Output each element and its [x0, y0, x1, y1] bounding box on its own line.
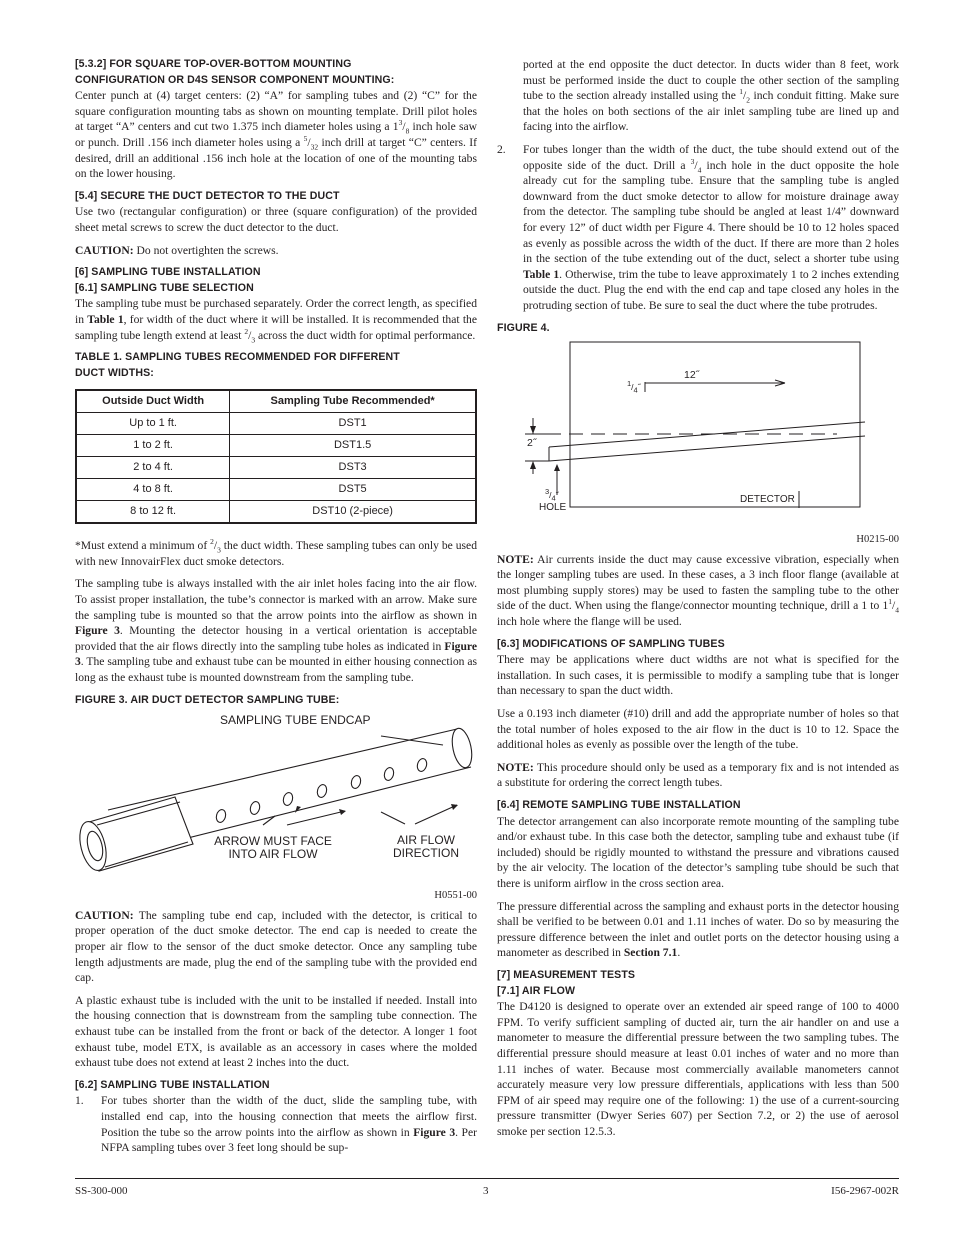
- arrow-label: [208, 835, 338, 861]
- heading-6-4: [6.4] REMOTE SAMPLING TUBE INSTALLATION: [497, 799, 741, 811]
- table-header: Outside Duct Width: [76, 390, 230, 413]
- table-header-row: [76, 390, 476, 413]
- table-row: [76, 501, 476, 524]
- table-cell: DST1: [230, 413, 476, 435]
- table-ref: Table 1: [523, 267, 560, 281]
- text: inch conduit fitting. Make sure that the holes on both sections of the air inlet sampling tube are lined up and facing into the airflow.: [523, 89, 899, 134]
- text: *Must extend a minimum of: [75, 539, 211, 553]
- figure-4-id: H0215-00: [856, 534, 899, 546]
- text: This procedure should only be used as a temporary fix and is not intended as a substitute for ordering the correct length tubes.: [497, 760, 899, 790]
- text: Center punch at (4) target centers: (2) “A” for sampling tubes and (2) “C” for the square configuration mounting tabs as shown on mounting template. Drill pilot holes at target “A” centers and cut two 1.375 inch diameter holes using a 1: [75, 89, 477, 134]
- note-label: NOTE:: [497, 760, 534, 774]
- heading-7: [7] MEASUREMENT TESTS: [497, 968, 636, 981]
- caution-label: CAUTION:: [75, 908, 134, 922]
- section-ref: Section 7.1: [623, 946, 678, 960]
- heading-6-3: [6.3] MODIFICATIONS OF SAMPLING TUBES: [497, 637, 725, 650]
- hole-label: HOLE: [539, 502, 567, 514]
- sampling-tube-table: [75, 389, 477, 524]
- text: The pressure differential across the sampling and exhaust ports in the detector housing shall be verified to be between 0.01 and 1.11 inches of water. Do so by measuring the pressure difference between the inlet and outlet ports on the detector housing using a manometer as described in: [497, 899, 899, 960]
- figure-3-id: H0551-00: [434, 890, 477, 902]
- figure-ref: Figure 3: [75, 624, 120, 638]
- table-row: [76, 457, 476, 479]
- caution-label: CAUTION:: [75, 243, 134, 257]
- table-cell: DST5: [230, 479, 476, 501]
- arrow-head: [451, 804, 458, 810]
- paragraph-6-1: The sampling tube must be purchased separately. Order the correct length, as specified in Table 1, for width of the duct where it will be installed. It is recommended that the sampling tube length extend at least $^2/_3$ across the duct width for optimal performance.: [75, 297, 477, 344]
- endcap-label: SAMPLING TUBE ENDCAP: [220, 713, 371, 728]
- left-column: [75, 57, 477, 1163]
- paragraph-7-1: The D4120 is designed to operate over an extended air speed range of 100 to 4000 FPM. To verify sufficient sampling of ducted air, turn the air handler on and use a manometer to measure the differential pressure between the two sampling tubes. The differential pressure should measure at least 0.01 inches of water and no more than 1.11 inches of water. Because most commercially available manometers cannot accurately measure very low pressure differentials, applications with less than 500 FPM of air speed may require one of the following: 1) the use of a current-sourcing pressure transmitter (Dwyer Series 607) per Section 7.2, or 2) the use of aerosol smoke per section 12.5.3.: [497, 1000, 899, 1138]
- heading-6: [6] SAMPLING TUBE INSTALLATION: [75, 266, 261, 279]
- page-number: 3: [483, 1185, 489, 1197]
- text: For tubes shorter than the width of the duct, slide the sampling tube, with installed end cap, into the housing connection that meets the airflow first. Position the tube so the arrow points into the airflow as shown in: [101, 1094, 477, 1139]
- paragraph-6-3-2: Use a 0.193 inch diameter (#10) drill and add the appropriate number of holes so that the total number of holes exposed to the air flow in the duct is 10 to 12. Space the additional holes as evenly as possible over the length of the tube.: [497, 707, 899, 752]
- text: For tubes longer than the width of the duct, the tube should extend out of the opposite side of the duct. Drill a: [523, 142, 899, 172]
- table-footnote: *Must extend a minimum of $^2/_3$ the duct width. These sampling tubes can only be used with new InnovairFlex duct smoke detectors.: [75, 537, 477, 568]
- right-column: [497, 57, 899, 1146]
- footer-doc-number: SS-300-000: [75, 1185, 128, 1197]
- paragraph-installation: [75, 576, 477, 685]
- list-item: [497, 142, 899, 314]
- table-title-line1: TABLE 1. SAMPLING TUBES RECOMMENDED FOR DIFFERENT: [75, 351, 400, 364]
- caution-endcap: [75, 908, 477, 986]
- arrow-label-line1: ARROW MUST FACE: [214, 834, 332, 849]
- table-row: [76, 435, 476, 457]
- figure-ref: Figure 3: [75, 639, 477, 669]
- list-number: 2.: [497, 142, 506, 156]
- table-cell: Up to 1 ft.: [76, 413, 230, 435]
- table-cell: 1 to 2 ft.: [76, 435, 230, 457]
- dimension-arrow: [530, 461, 536, 469]
- list-text: ported at the end opposite the duct detector. In ducts wider than 8 feet, work must be performed inside the duct to couple the other section of the sampling tube to the section already installed using the $^1/_2$ inch conduit fitting. Make sure that the holes on both sections of the air inlet sampling tube are lined up and facing into the airflow.: [523, 58, 899, 134]
- fraction-num: 3: [398, 118, 403, 128]
- figure-3-sampling-tube: [75, 712, 477, 886]
- fraction-num: 2: [244, 326, 249, 336]
- airflow-label-line1: AIR FLOW: [396, 833, 455, 848]
- table-cell: DST3: [230, 457, 476, 479]
- list-indent: [497, 57, 523, 135]
- fraction-den: 4: [697, 164, 702, 174]
- text: the duct width. These sampling tubes can only be used with new InnovairFlex duct smoke detectors.: [75, 539, 477, 568]
- arrow-head: [339, 809, 346, 815]
- fraction-num: 1: [739, 87, 744, 97]
- note-temporary-fix: [497, 760, 899, 791]
- caution-text: Do not overtighten the screws.: [133, 243, 279, 257]
- fraction-num: 5: [303, 134, 308, 144]
- fraction-num: 3: [545, 487, 550, 497]
- fraction-den: 3: [217, 545, 221, 555]
- heading-5-3-2-line2: CONFIGURATION OR D4S SENSOR COMPONENT MOUNTING:: [75, 73, 395, 86]
- footer-rule: [75, 1178, 899, 1179]
- text: . Per NFPA sampling tubes over 3 feet long should be sup-: [101, 1125, 477, 1155]
- list-text: [101, 1093, 477, 1155]
- figure-4-duct-diagram: [497, 340, 899, 530]
- text: inch hole where the flange will be used.: [497, 615, 682, 629]
- heading-6-2: [6.2] SAMPLING TUBE INSTALLATION: [75, 1078, 270, 1091]
- fraction-den: 4: [633, 385, 638, 395]
- hole-size-label: $^3/_4˝$: [545, 487, 559, 503]
- caution-screws: [75, 243, 477, 259]
- text: across the duct width for optimal performance.: [255, 328, 476, 342]
- detector-label: DETECTOR: [740, 494, 795, 506]
- table-cell: 8 to 12 ft.: [76, 501, 230, 524]
- figure-4-title: FIGURE 4.: [497, 321, 550, 334]
- table-header: Sampling Tube Recommended*: [230, 390, 476, 413]
- paragraph-5-4: Use two (rectangular configuration) or three (square configuration) of the provided sheet metal screws to screw the duct detector to the duct.: [75, 205, 477, 234]
- table-1-title: [75, 350, 477, 381]
- unit: ˝: [637, 382, 641, 393]
- fraction-den: 8: [405, 126, 410, 136]
- paragraph-6-4-1: The detector arrangement can also incorporate remote mounting of the sampling tube and/or exhaust tube. In this case both the detector, sampling tube and exhaust tube (if included) should be rigidly mounted to withstand the pressure and vibrations caused by the air velocity. The location of the detector’s sampling tube should be such that there is uniform airflow in the cross section area.: [497, 814, 899, 890]
- fraction-den: 32: [310, 142, 319, 152]
- fraction-num: 1: [627, 379, 632, 389]
- table-cell: 2 to 4 ft.: [76, 457, 230, 479]
- note-vibration: NOTE: Air currents inside the duct may cause excessive vibration, especially when the longer sampling tubes are used. In these cases, a 3 inch floor flange (available at most plumbing supply stores) may be used to fasten the sampling tube to the other side of the duct. When using the flange/connector mounting technique, drill a 1 to $1^1/_4$ inch hole where the flange will be used.: [497, 552, 899, 629]
- dim-quarter-label: $^1/_4˝$: [627, 379, 641, 395]
- fraction-den: 2: [746, 95, 751, 105]
- text: inch hole saw or punch. Drill .156 inch diameter holes using a: [75, 120, 477, 149]
- table-row: [76, 479, 476, 501]
- text: inch hole in the duct opposite the hole already cut for the sampling tube. Ensure that the sampling tube is angled downward from the duct smoke detector to allow for moisture drainage away from the detector. The sampling tube should be angled at least 1/4” downward for every 12” of duct width per Figure 4. There should be 10 to 12 holes spaced as evenly as possible across the width of the duct. If there are more than 2 holes in the section of the tube extending out of the duct, select a shorter tube using: [523, 158, 899, 266]
- text: ported at the end opposite the duct detector. In ducts wider than 8 feet, work must be performed inside the duct to couple the other section of the sampling tube to the section already installed using the: [523, 58, 899, 103]
- heading-5-3-2: [75, 57, 477, 88]
- airflow-label-line2: DIRECTION: [393, 846, 459, 861]
- heading-5-4: [5.4] SECURE THE DUCT DETECTOR TO THE DUCT: [75, 189, 340, 202]
- table-cell: DST10 (2-piece): [230, 501, 476, 524]
- fraction-num: 2: [210, 537, 214, 547]
- list-number: 1.: [75, 1094, 84, 1108]
- airflow-label: [385, 834, 467, 860]
- footer-revision: I56-2967-002R: [831, 1185, 899, 1197]
- text: .: [677, 946, 681, 960]
- text: The sampling tube must be purchased separately. Order the correct length, as specified in: [75, 297, 477, 326]
- text: . Otherwise, trim the tube to leave approximately 1 to 2 inches extending outside the duct. Plug the end with the end cap and tape closed any holes in the protruding section of tube. Be sure to seal the duct where the tube protrudes.: [523, 267, 900, 312]
- fraction-num: 3: [690, 156, 695, 166]
- text: . The sampling tube and exhaust tube can be mounted in either housing connection as long as the exhaust tube is mounted downstream from the sampling tube.: [75, 655, 477, 685]
- paragraph-exhaust-tube: A plastic exhaust tube is included with the unit to be installed if needed. Install into the housing connection that is downstream from the sampling tube connection. The exhaust tube can be installed from the front or back of the detector. A longer 1 foot exhaust tube, model ETX, is available as an accessory in cases where the molded exhaust tube does not extend at least 2 inches into the duct.: [75, 993, 477, 1070]
- figure-3-title: FIGURE 3. AIR DUCT DETECTOR SAMPLING TUBE:: [75, 693, 340, 706]
- dimension-arrow: [530, 426, 536, 434]
- caution-text: The sampling tube end cap, included with the detector, is critical to proper operation of the duct smoke detector. The end cap is needed to create the proper air flow to the sensor of the duct smoke detector. Once any sampling tube length adjustments are made, plug the end of the sampling tube with the provided end cap.: [75, 908, 477, 985]
- dim-12-label: 12˝: [684, 369, 700, 382]
- paragraph-6-3-1: There may be applications where duct widths are not what is specified for the installation. In such cases, it is permissible to modify a sampling tube that is longer than necessary to span the duct width.: [497, 653, 899, 698]
- fraction-den: 3: [251, 334, 256, 344]
- text: The sampling tube is always installed with the air inlet holes facing into the air flow. To assist proper installation, the tube’s connector is marked with an arrow. Make sure the sampling tube is mounted so that the arrow points into the airflow as shown in: [75, 577, 477, 622]
- heading-5-3-2-line1: [5.3.2] FOR SQUARE TOP-OVER-BOTTOM MOUNTING: [75, 58, 352, 70]
- text: , for width of the duct where it will be installed. It is recommended that the sampling tube length extend at least: [75, 312, 477, 342]
- paragraph-6-4-2: [497, 899, 899, 961]
- table-cell: DST1.5: [230, 435, 476, 457]
- text: inch drill at target “C” centers. If desired, drill an additional .156 inch hole at the location of one of the mounting tabs on the lower housing.: [75, 135, 477, 181]
- heading-7-1: [7.1] AIR FLOW: [497, 984, 576, 997]
- table-row: [76, 413, 476, 435]
- hole-arrow: [554, 464, 560, 471]
- text: Air currents inside the duct may cause excessive vibration, especially when the longer sampling tubes are used. In these cases, a 3 inch floor flange (available at most plumbing supply stores) may be used to fasten the sampling tube to the other side of the duct. When using the flange/connector mounting technique, drill a 1 to 1: [497, 552, 899, 613]
- table-title-line2: DUCT WIDTHS:: [75, 366, 154, 379]
- fraction-den: 4: [895, 605, 899, 615]
- table-ref: Table 1: [87, 312, 124, 326]
- fraction-num: 1: [888, 597, 893, 607]
- dim-2-label: 2˝: [527, 437, 537, 450]
- list-item-continued: [497, 57, 899, 135]
- heading-6-1: [6.1] SAMPLING TUBE SELECTION: [75, 281, 254, 294]
- figure-ref: Figure 3: [413, 1125, 456, 1139]
- note-label: NOTE:: [497, 552, 534, 566]
- paragraph-5-3-2: Center punch at (4) target centers: (2) “A” for sampling tubes and (2) “C” for the square configuration mounting tabs as shown on mounting template. Drill pilot holes at target “A” centers and cut two 1.375 inch diameter holes using a $1^3/_8$ inch hole saw or punch. Drill .156 inch diameter holes using a $^5/_{32}$ inch drill at target “C” centers. If desired, drill an additional .156 inch hole at the location of one of the mounting tabs on the lower housing.: [75, 89, 477, 181]
- unit: ˝: [555, 490, 559, 501]
- arrow-label-line2: INTO AIR FLOW: [228, 847, 318, 862]
- list-item: [75, 1093, 477, 1155]
- table-cell: 4 to 8 ft.: [76, 479, 230, 501]
- fraction-den: 4: [551, 493, 556, 503]
- list-text: For tubes longer than the width of the duct, the tube should extend out of the opposite side of the duct. Drill a $^3/_4$ inch hole in the duct opposite the hole already cut for the sampling tube. Ensure that the sampling tube is angled downward from the duct smoke detector to allow for moisture drainage away from the detector. The sampling tube should be angled at least 1/4” downward for every 12” of duct width per Figure 4. There should be 10 to 12 holes spaced as evenly as possible across the width of the duct. If there are more than 2 holes in the section of the tube extending out of the duct, select a shorter tube using Table 1. Otherwise, trim the tube to leave approximately 1 to 2 inches extending outside the duct. Plug the end with the end cap and tape closed any holes in the protruding section of tube. Be sure to seal the duct where the tube protrudes.: [523, 142, 900, 312]
- text: . Mounting the detector housing in a vertical orientation is acceptable provided that the air flows directly into the sampling tube holes as indicated in: [75, 624, 477, 653]
